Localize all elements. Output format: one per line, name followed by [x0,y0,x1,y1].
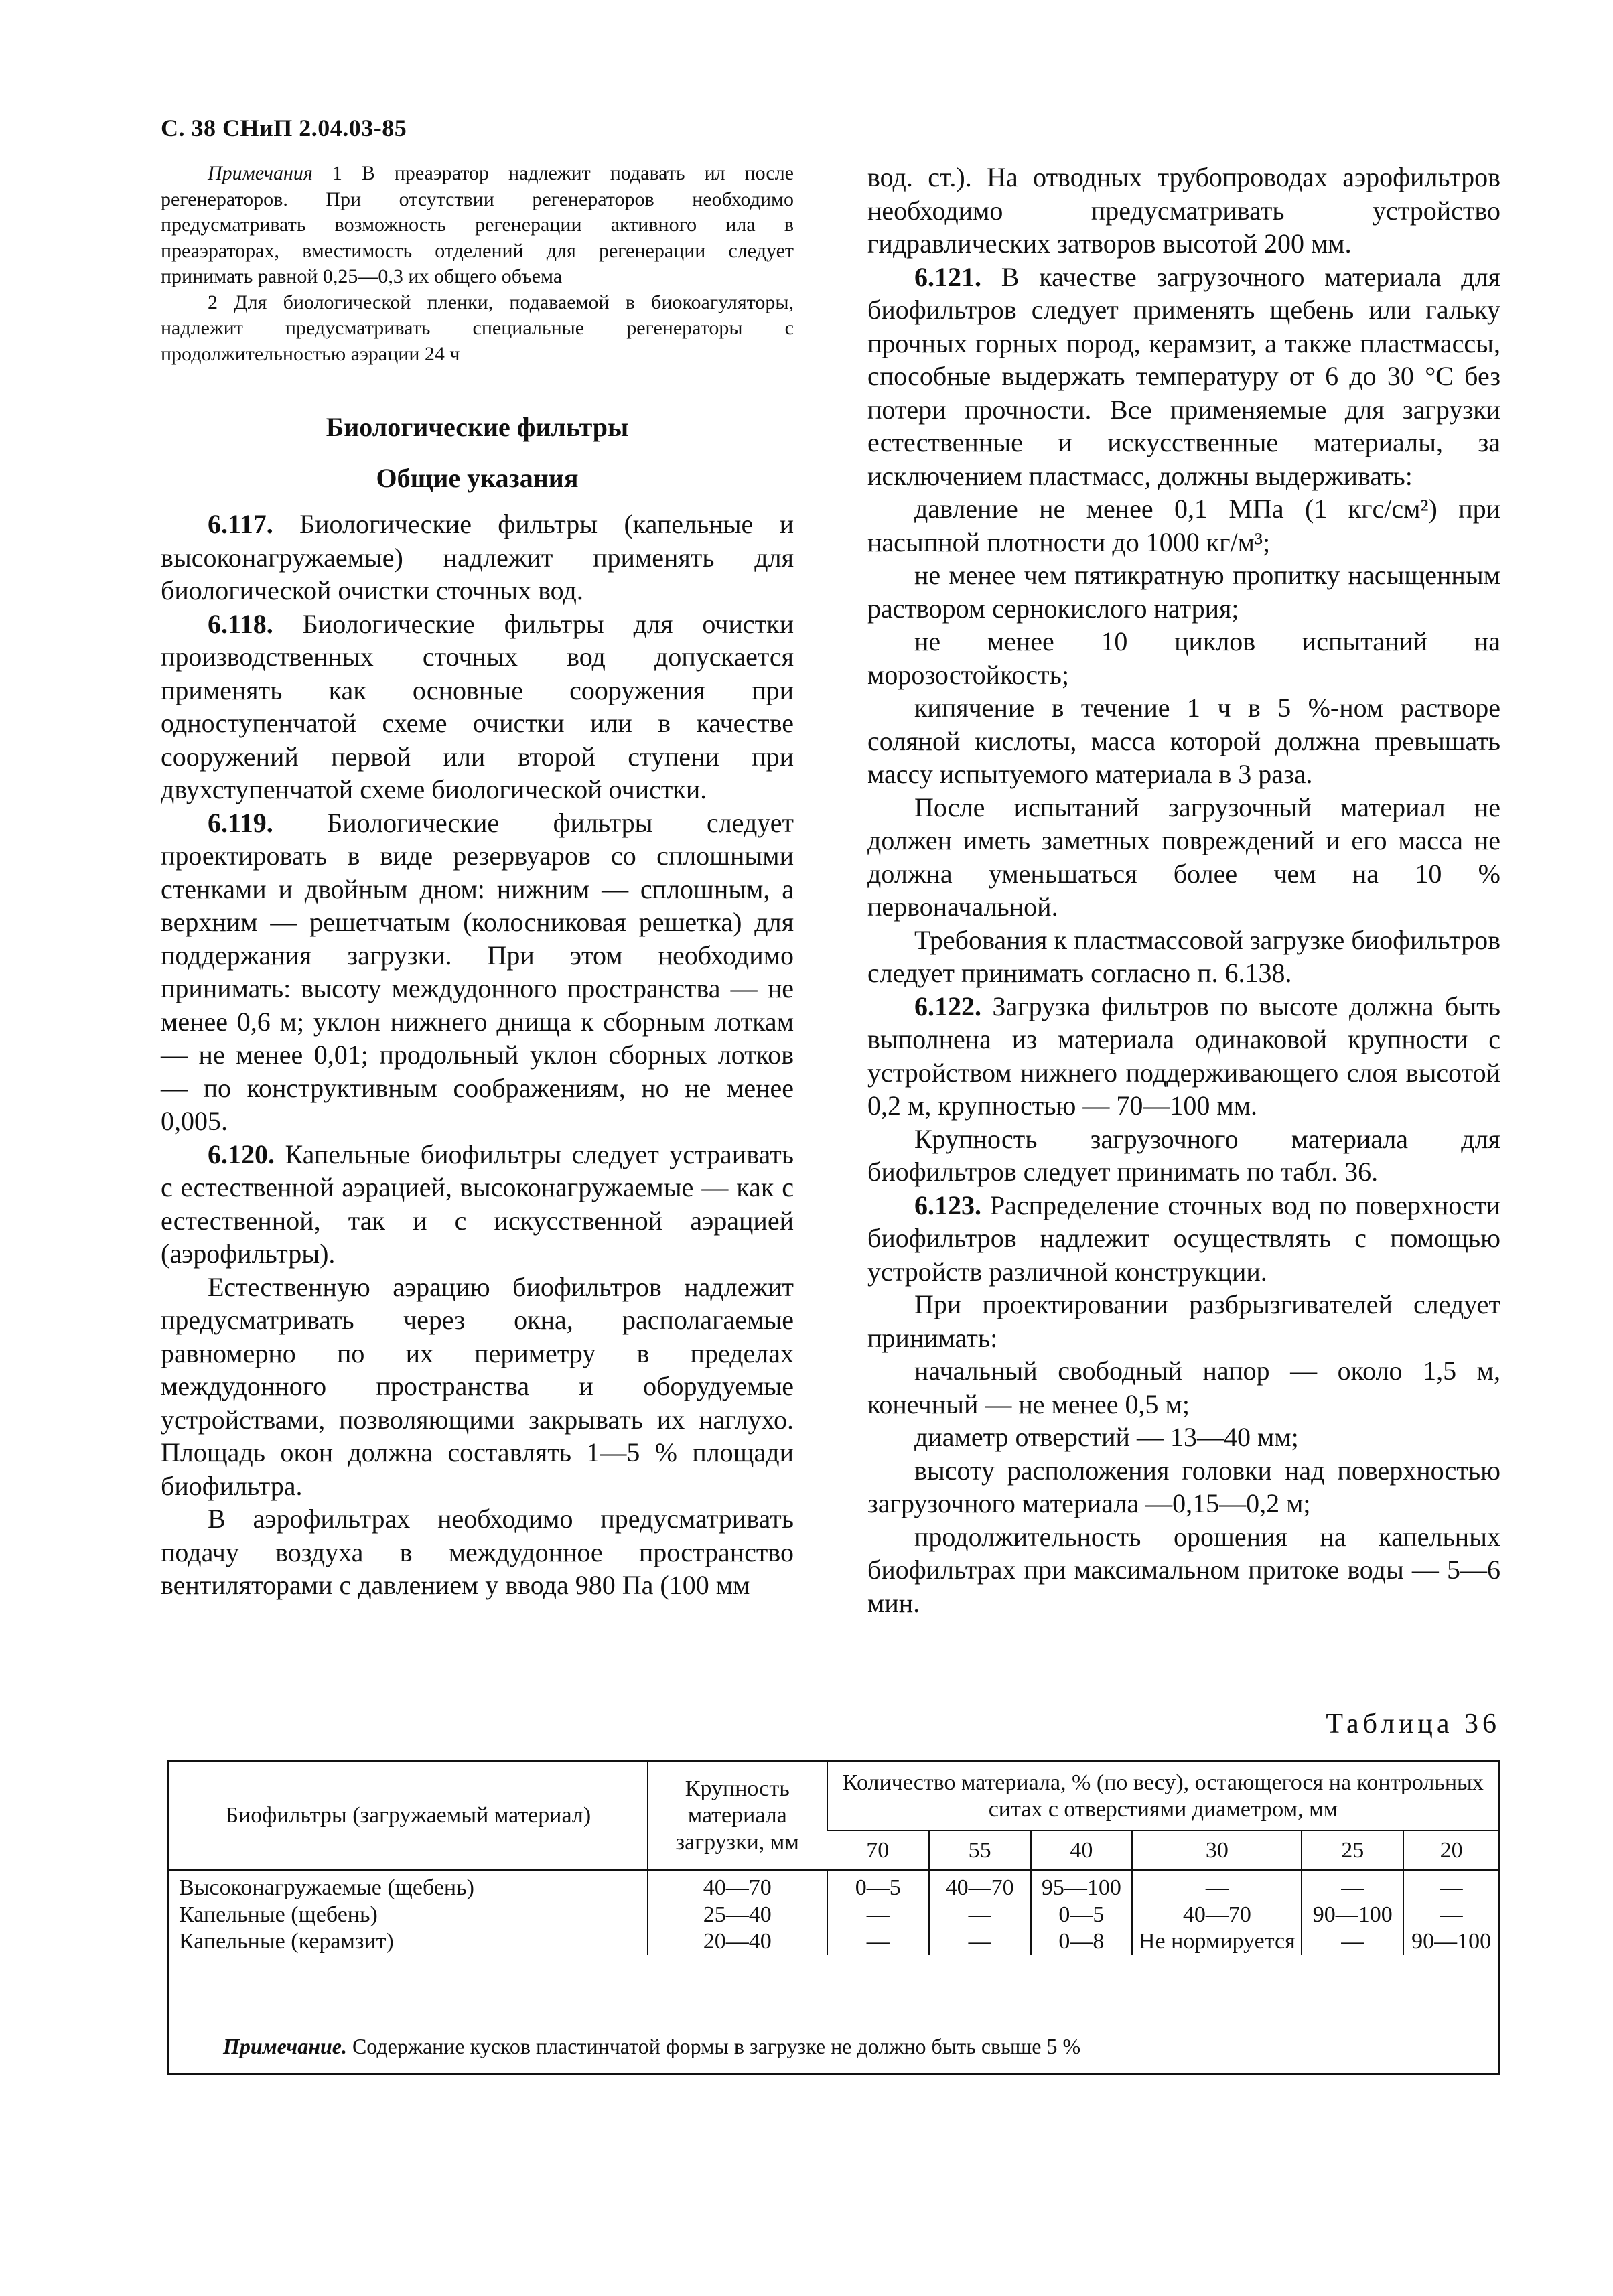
paragraph [867,1421,1500,1454]
sieve-header-cell: 20 [1403,1831,1498,1870]
subsection-title: Общие указания [376,463,579,493]
clause-number: 6.121. [914,261,981,292]
paragraph-text: не менее 10 циклов испытаний на морозостойкость; [867,626,1500,690]
sieve-header-cell: 30 [1132,1831,1302,1870]
paragraph [867,1454,1500,1520]
table-cell-value: — [827,1928,929,1955]
paragraph-text: начальный свободный напор — около 1,5 м, конечный — не менее 0,5 м; [867,1356,1500,1419]
paragraph [867,261,1500,493]
table-cell-value: 40—70 [929,1870,1031,1902]
clause-number: 6.119. [208,807,273,838]
right-column [867,161,1500,1620]
header-size: Крупность материала загрузки, мм [648,1762,827,1870]
paragraph [867,492,1500,559]
table-note [223,2033,1485,2060]
clause-number: 6.117. [208,509,273,539]
paragraph [161,1138,794,1271]
note-label: Примечания [208,162,313,184]
table-cell-value: 95—100 [1031,1870,1133,1902]
table-cell-size: 25—40 [648,1902,827,1928]
note-text: 2 Для биологической пленки, подаваемой в биокоагуляторы, надлежит предусматривать специальные регенераторы с продолжительностью аэрации 24 ч [161,291,794,365]
paragraph [867,559,1500,625]
paragraph-text: В аэрофильтрах необходимо предусматривать подачу воздуха в междудонное пространство вентиляторами с давлением у ввода 980 Па (100 мм [161,1504,794,1600]
paragraph-text: Естественную аэрацию биофильтров надлежит предусматривать через окна, располагаемые равномерно по их периметру в пределах междудонного пространства и оборудуемые устройствами, позволяющими закрывать их наглухо. Площадь окон должна составлять 1—5 % площади биофильтра. [161,1271,794,1501]
paragraph [867,990,1500,1123]
table-cell-value: 40—70 [1132,1902,1302,1928]
paragraph [867,1123,1500,1189]
table-cell-value: — [929,1928,1031,1955]
paragraph [161,806,794,1138]
right-body-text [867,161,1500,1620]
header-biofilter: Биофильтры (загружаемый материал) [169,1762,648,1870]
section-title: Биологические фильтры [326,412,629,442]
table-cell-value: Не нормируется [1132,1928,1302,1955]
paragraph [867,1189,1500,1289]
note-text: 1 В преаэратор надлежит подавать ил после регенераторов. При отсутствии регенераторов необходимо предусматривать возможность регенерации активного ила в преаэраторах, вместимость отделений для регенерации следует принимать равной 0,25—0,3 их общего объема [161,162,794,287]
table-cell-size: 40—70 [648,1870,827,1902]
paragraph-text: После испытаний загрузочный материал не должен иметь заметных повреждений и его масса не должна уменьшаться более чем на 10 % первоначальной. [867,792,1500,922]
paragraph [161,1502,794,1602]
note-2 [161,290,794,368]
table-caption: Таблица 36 [1326,1709,1500,1739]
note-1 [161,161,794,290]
header-quantity: Количество материала, % (по весу), остающегося на контрольных ситах с отверстиями диаметром, мм [827,1762,1498,1831]
paragraph-text: Биологические фильтры (капельные и высоконагружаемые) надлежит применять для биологической очистки сточных вод. [161,509,794,605]
paragraph [867,625,1500,691]
sieve-header-cell: 70 [827,1831,929,1870]
table-cell-value: — [1403,1870,1498,1902]
paragraph-text: Биологические фильтры следует проектировать в виде резервуаров со сплошными стенками и двойным дном: нижним — сплошным, а верхним — решетчатым (колосниковая решетка) для поддержания загрузки. При этом необходимо принимать: высоту междудонного пространства — не менее 0,6 м; уклон нижнего днища к сборным лоткам — не менее 0,01; продольный уклон сборных лотков — по конструктивным соображениям, но не менее 0,005. [161,807,794,1136]
notes-block [161,161,794,367]
table-header-row [169,1762,1498,1831]
clause-number: 6.120. [208,1139,275,1169]
paragraph-text: При проектировании разбрызгивателей следует принимать: [867,1289,1500,1353]
table-cell-value: 0—5 [1031,1902,1133,1928]
paragraph [867,1520,1500,1620]
paragraph [867,924,1500,990]
table-cell-value: — [1403,1902,1498,1928]
paragraph [867,791,1500,924]
table-row [169,1870,1498,1902]
paragraph-text: Крупность загрузочного материала для биофильтров следует принимать по табл. 36. [867,1123,1500,1187]
table-cell-value: 0—8 [1031,1928,1133,1955]
left-body-text [161,508,794,1602]
paragraph-text: Загрузка фильтров по высоте должна быть выполнена из материала одинаковой крупности с устройством нижнего поддерживающего слоя высотой 0,2 м, крупностью — 70—100 мм. [867,991,1500,1121]
table-cell-name: Капельные (керамзит) [179,1929,394,1954]
paragraph-text: В качестве загрузочного материала для биофильтров следует применять щебень или гальку прочных горных пород, керамзит, а также пластмассы, способные выдержать температуру от 6 до 30 °С без потери прочности. Все применяемые для загрузки естественные и искусственные материалы, за исключением пластмасс, должны выдерживать: [867,261,1500,491]
table-cell-value: — [1132,1870,1302,1902]
paragraph-text: высоту расположения головки над поверхностью загрузочного материала —0,15—0,2 м; [867,1455,1500,1518]
paragraph-text: вод. ст.). На отводных трубопроводах аэрофильтров необходимо предусматривать устройство гидравлических затворов высотой 200 мм. [867,162,1500,259]
table-grid [169,1762,1498,1955]
paragraph [867,1354,1500,1421]
table-cell-size: 20—40 [648,1928,827,1955]
page-header: С. 38 СНиП 2.04.03-85 [161,115,407,141]
clause-number: 6.123. [914,1190,981,1220]
paragraph [867,1288,1500,1354]
paragraph-text: Требования к пластмассовой загрузке биофильтров следует принимать согласно п. 6.138. [867,924,1500,988]
table-cell-value: 90—100 [1302,1902,1403,1928]
paragraph-text: давление не менее 0,1 МПа (1 кгс/см²) при насыпной плотности до 1000 кг/м³; [867,494,1500,557]
paragraph-text: диаметр отверстий — 13—40 мм; [914,1422,1299,1452]
paragraph [867,691,1500,791]
paragraph-text: Биологические фильтры для очистки производственных сточных вод допускается применять как основные сооружения при одноступенчатой схеме очистки или в качестве сооружений первой или второй ступени при двухступенчатой схеме биологической очистки. [161,608,794,804]
paragraph [867,161,1500,261]
table-cell-value: 0—5 [827,1870,929,1902]
paragraph-text: продолжительность орошения на капельных биофильтрах при максимальном притоке воды — 5—6 мин. [867,1521,1500,1618]
table-36 [167,1760,1500,2075]
sieve-header-cell: 55 [929,1831,1031,1870]
clause-number: 6.122. [914,991,981,1021]
sieve-header-cell: 25 [1302,1831,1403,1870]
paragraph-text: Распределение сточных вод по поверхности биофильтров надлежит осуществлять с помощью устройств различной конструкции. [867,1190,1500,1287]
paragraph-text: Капельные биофильтры следует устраивать с естественной аэрацией, высоконагружаемые — как с естественной, так и с искусственной аэрацией (аэрофильтры). [161,1139,794,1269]
left-column [161,161,794,1602]
table-body [169,1870,1498,1955]
table-cell-value: — [1302,1870,1403,1902]
paragraph [161,1271,794,1503]
table-cell-name: Капельные (щебень) [179,1902,378,1927]
paragraph [161,607,794,806]
paragraph [161,508,794,607]
table-cell-value: — [929,1902,1031,1928]
clause-number: 6.118. [208,608,273,639]
table-cell-name: Высоконагружаемые (щебень) [179,1875,474,1900]
table-cell-value: — [1302,1928,1403,1955]
table-note-text: Содержание кусков пластинчатой формы в загрузке не должно быть свыше 5 % [346,2034,1081,2058]
paragraph-text: кипячение в течение 1 ч в 5 %-ном растворе соляной кислоты, масса которой должна превышать массу испытуемого материала в 3 раза. [867,693,1500,789]
table-cell-value: — [827,1902,929,1928]
table-note-label: Примечание. [223,2034,347,2058]
table-row [169,1902,1498,1928]
paragraph-text: не менее чем пятикратную пропитку насыщенным раствором сернокислого натрия; [867,560,1500,624]
table-row [169,1928,1498,1955]
table-cell-value: 90—100 [1403,1928,1498,1955]
sieve-header-cell: 40 [1031,1831,1133,1870]
